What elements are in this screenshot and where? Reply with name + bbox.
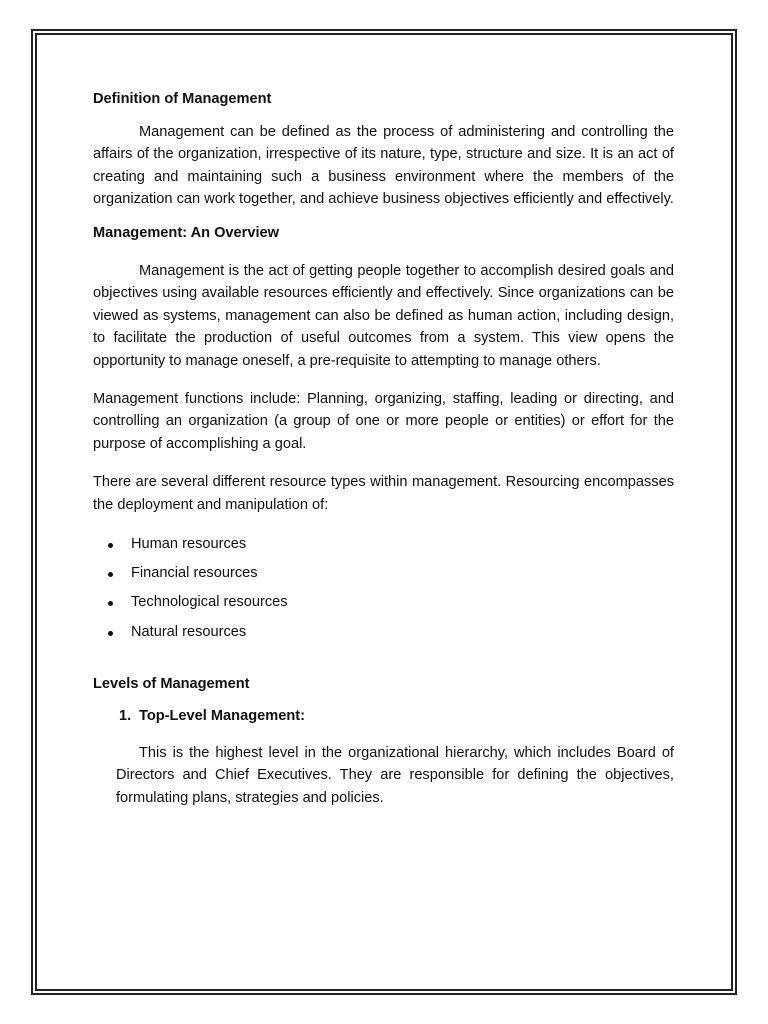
bullet-icon — [108, 572, 113, 577]
resource-label: Financial resources — [131, 564, 258, 581]
resource-label: Human resources — [131, 535, 247, 552]
levels-heading: Levels of Management — [93, 676, 250, 693]
item-title: Top-Level Management: — [139, 707, 305, 724]
overview-paragraph-1: Management is the act of getting people together to accomplish desired goals and objectives using available resources efficiently and effectively. Since organizations can be viewed as systems, management can also be defined as human action, including design, to facilitate the production of useful outcomes from a system. This view opens the opportunity to manage oneself, a pre-requisite to attempting to manage others. — [93, 262, 674, 369]
resource-label: Technological resources — [131, 594, 288, 611]
resource-label: Natural resources — [131, 623, 247, 640]
bullet-icon — [108, 601, 113, 606]
list-item — [93, 621, 674, 650]
list-item — [93, 591, 674, 620]
overview-paragraph-3: There are several different resource types within management. Resourcing encompasses the deployment and manipulation of: — [93, 474, 674, 513]
bullet-icon — [108, 543, 113, 548]
list-item — [93, 562, 674, 591]
document-body — [93, 88, 674, 810]
definition-paragraph: Management can be defined as the process of administering and controlling the affairs of the organization, irrespective of its nature, type, structure and size. It is an act of creating and maintaining such a business environment where the members of the organization can work together, and achieve business objectives efficiently and effectively. — [93, 123, 674, 208]
item-number: 1. — [119, 707, 132, 724]
definition-heading: Definition of Management — [93, 91, 272, 107]
top-level-paragraph: This is the highest level in the organizational hierarchy, which includes Board of Directors and Chief Executives. They are responsible for defining the objectives, formulating plans, strategies and policies. — [116, 744, 674, 807]
overview-paragraph-2: Management functions include: Planning, organizing, staffing, leading or directing, and controlling an organization (a group of one or more people or entities) or effort for the purpose of accomplishing a goal. — [93, 390, 674, 452]
resource-list — [93, 533, 674, 651]
bullet-icon — [108, 631, 113, 636]
overview-heading: Management: An Overview — [93, 224, 279, 241]
top-level-heading — [119, 705, 674, 728]
list-item — [93, 533, 674, 562]
